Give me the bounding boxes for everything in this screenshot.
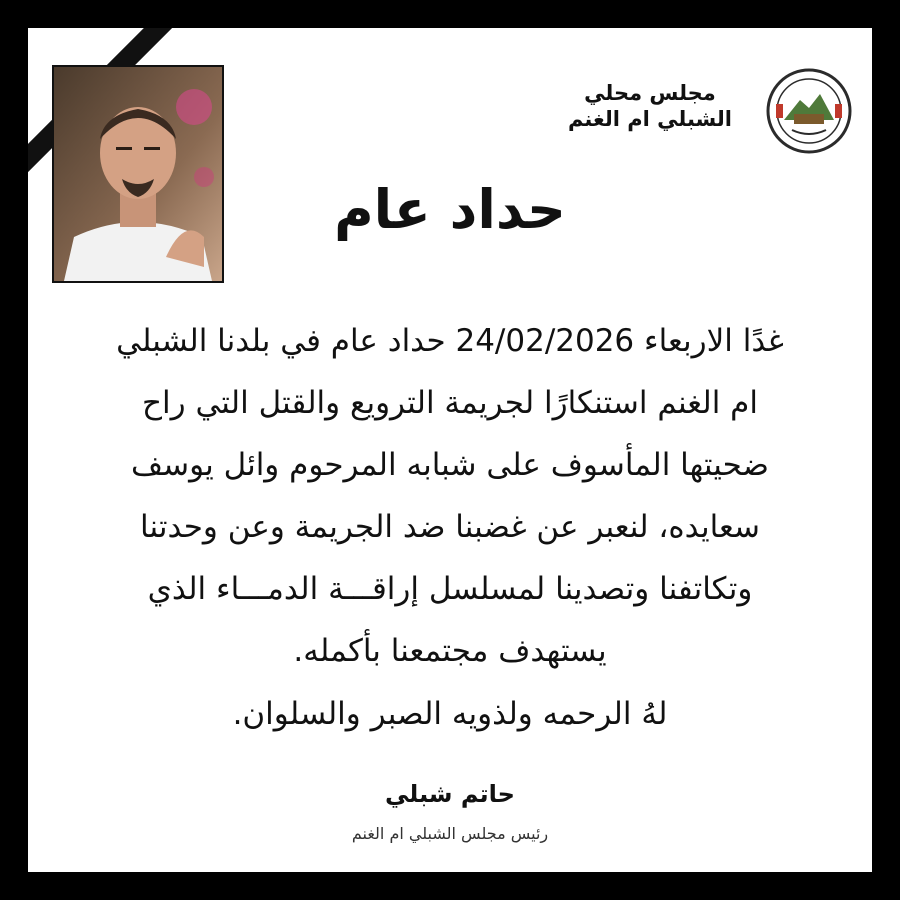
body-line-3: ضحيتها المأسوف على شبابه المرحوم وائل يوسف (131, 447, 769, 483)
condolence-line: لهُ الرحمه ولذويه الصبر والسلوان. (232, 696, 668, 732)
council-line-2: الشبلي ام الغنم (567, 107, 732, 132)
council-line-1: مجلس محلي (584, 81, 716, 105)
body-line-5: وتكاتفنا وتصدينا لمسلسل إراقـــة الدمـــاء الذي (147, 571, 753, 607)
signer-title: رئيس مجلس الشبلي ام الغنم (351, 824, 549, 843)
notice-body (46, 310, 854, 682)
body-line-1: غدًا الاربعاء 24/02/2026 حداد عام في بلدنا الشبلي (116, 323, 784, 359)
portrait-photo-graphic (54, 67, 222, 281)
body-line-2: ام الغنم استنكارًا لجريمة الترويع والقتل التي راح (142, 385, 758, 421)
body-line-6: يستهدف مجتمعنا بأكمله. (293, 633, 607, 669)
portrait-photo (52, 65, 224, 283)
council-seal-icon (766, 68, 852, 154)
body-line-4: سعايده، لنعبر عن غضبنا ضد الجريمة وعن وحدتنا (140, 509, 760, 545)
mourning-notice (28, 28, 872, 872)
page-title: حداد عام (334, 178, 566, 241)
council-name (568, 80, 732, 133)
signer-name: حاتم شبلي (385, 780, 515, 808)
